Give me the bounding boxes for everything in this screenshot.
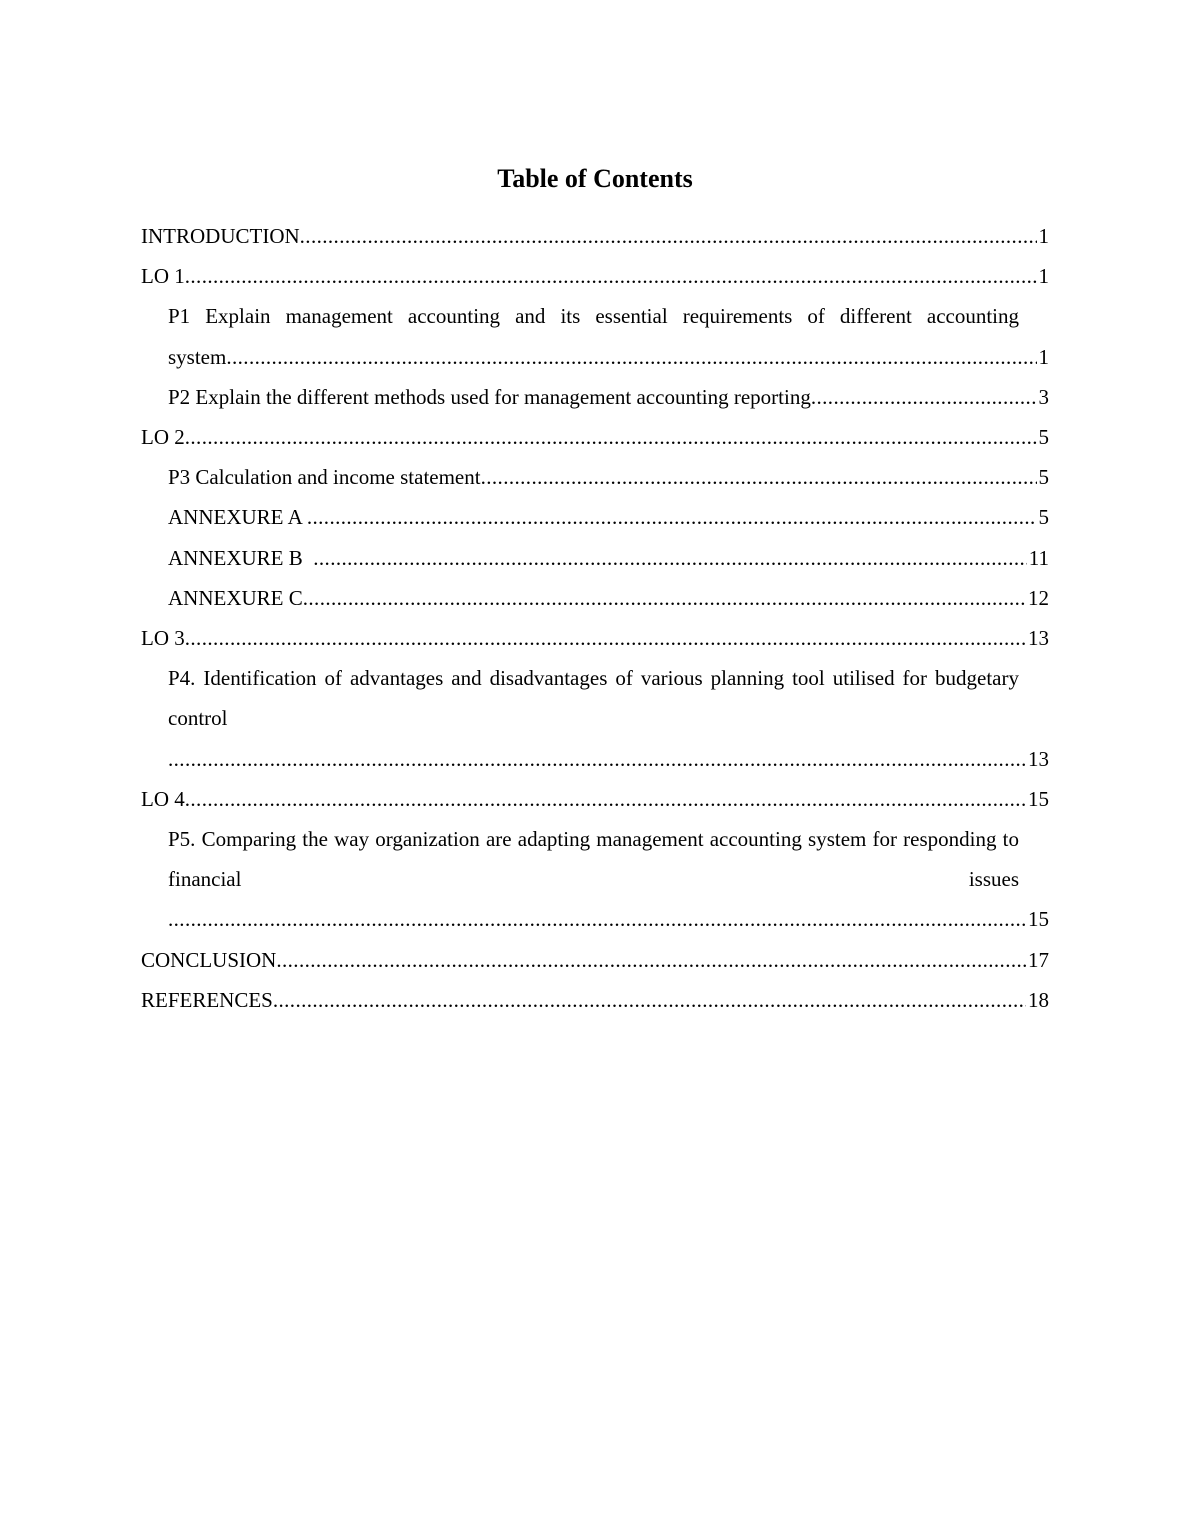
table-of-contents xyxy=(141,216,1049,1020)
toc-entry-label: LO 4 xyxy=(141,786,185,811)
toc-entry-references[interactable] xyxy=(141,980,1049,1020)
toc-leader xyxy=(226,345,1049,369)
toc-entry-lo4[interactable] xyxy=(141,779,1049,819)
toc-entry-annexure-b[interactable] xyxy=(168,538,1049,578)
toc-entry-label: ANNEXURE B xyxy=(168,545,314,570)
toc-entry-label: CONCLUSION xyxy=(141,947,277,972)
toc-entry-label: P4. Identification of advantages and disadvantages of various planning tool utilised for budgetary control xyxy=(168,666,1019,731)
toc-page-number: 13 xyxy=(1026,739,1049,779)
toc-entry-introduction[interactable] xyxy=(141,216,1049,256)
toc-page-number: 17 xyxy=(1026,940,1049,980)
toc-entry-p1[interactable] xyxy=(168,296,1049,376)
toc-entry-lo2[interactable] xyxy=(141,417,1049,457)
toc-page-number: 18 xyxy=(1026,980,1049,1020)
toc-entry-p5[interactable] xyxy=(168,819,1049,940)
toc-leader xyxy=(303,586,1049,610)
toc-entry-label: P2 Explain the different methods used for management accounting reporting xyxy=(168,384,811,409)
toc-page-number: 5 xyxy=(1037,417,1050,457)
toc-entry-label: INTRODUCTION xyxy=(141,224,300,248)
toc-entry-label: P3 Calculation and income statement xyxy=(168,465,481,490)
toc-leader xyxy=(168,747,1049,771)
toc-leader xyxy=(481,465,1049,489)
toc-entry-p4[interactable] xyxy=(168,658,1049,779)
toc-leader xyxy=(307,505,1049,529)
toc-entry-label: LO 2 xyxy=(141,425,185,450)
toc-entry-label: P5. Comparing the way organization are adapting management accounting system for responding to financial issues xyxy=(168,827,1019,892)
toc-entry-label: LO 3 xyxy=(141,626,185,651)
toc-title: Table of Contents xyxy=(497,164,693,193)
toc-entry-conclusion[interactable] xyxy=(141,940,1049,980)
toc-leader xyxy=(185,626,1049,650)
toc-page-number: 5 xyxy=(1037,457,1050,497)
toc-page-number: 1 xyxy=(1037,216,1050,256)
toc-leader xyxy=(185,787,1049,811)
toc-leader xyxy=(185,425,1049,449)
toc-page-number: 12 xyxy=(1026,578,1049,618)
toc-entry-label: ANNEXURE A xyxy=(168,505,307,530)
toc-entry-annexure-a[interactable] xyxy=(168,497,1049,537)
toc-leader xyxy=(276,948,1049,972)
toc-page-number: 1 xyxy=(1037,337,1050,377)
toc-entry-label: ANNEXURE C xyxy=(168,585,303,610)
toc-leader xyxy=(300,224,1049,248)
toc-leader xyxy=(313,546,1049,570)
toc-leader xyxy=(168,907,1049,931)
toc-page-number: 15 xyxy=(1026,899,1049,939)
toc-entry-p3[interactable] xyxy=(168,457,1049,497)
toc-entry-annexure-c[interactable] xyxy=(168,578,1049,618)
toc-leader xyxy=(185,264,1049,288)
toc-leader xyxy=(273,988,1049,1012)
toc-page-number: 3 xyxy=(1037,377,1050,417)
toc-entry-label: P1 Explain management accounting and its essential requirements of different accounting system xyxy=(168,304,1019,369)
toc-entry-lo3[interactable] xyxy=(141,618,1049,658)
toc-page-number: 11 xyxy=(1027,538,1049,578)
toc-entry-p2[interactable] xyxy=(168,377,1049,417)
toc-entry-label: LO 1 xyxy=(141,264,185,289)
toc-entry-label: REFERENCES xyxy=(141,987,273,1012)
toc-page-number: 15 xyxy=(1026,779,1049,819)
toc-page-number: 1 xyxy=(1037,256,1050,296)
toc-page-number: 5 xyxy=(1037,497,1050,537)
toc-leader xyxy=(811,385,1049,409)
toc-page-number: 13 xyxy=(1026,618,1049,658)
toc-entry-lo1[interactable] xyxy=(141,256,1049,296)
